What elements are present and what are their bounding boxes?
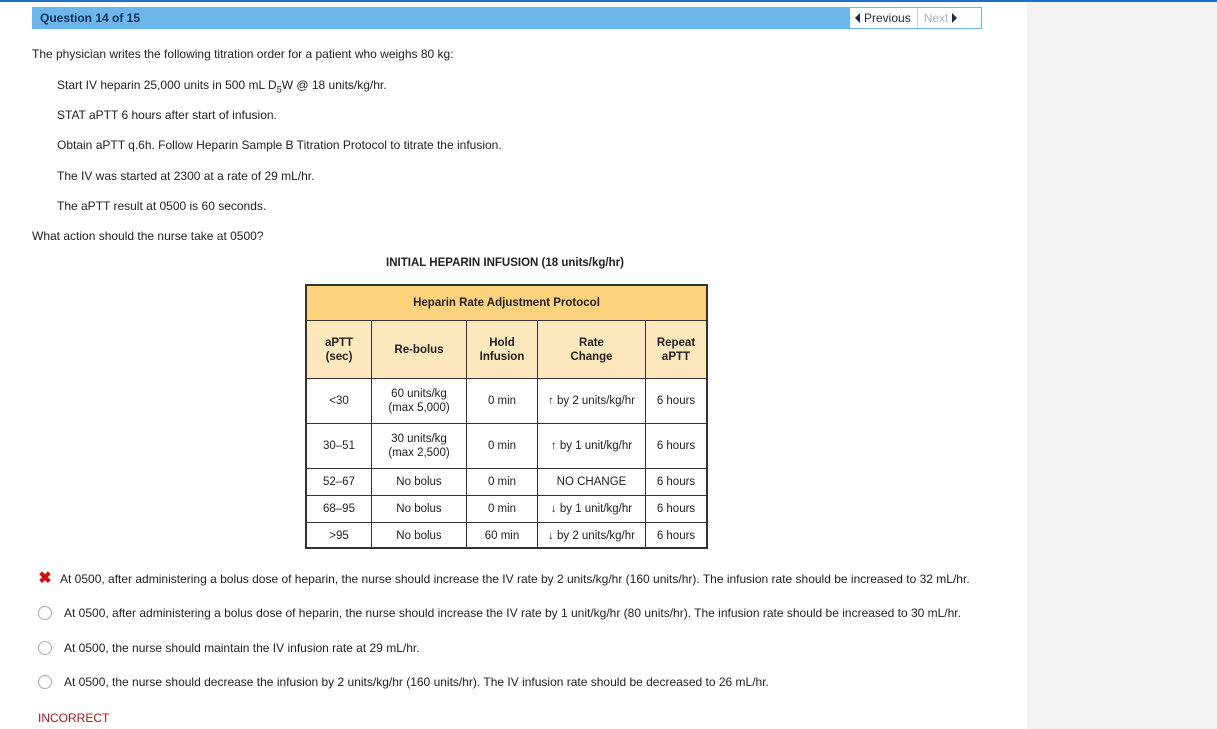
order-line-1-sub: 5	[276, 84, 282, 95]
choice-text: At 0500, after administering a bolus dose of heparin, the nurse should increase the IV rate by 2 units/kg/hr (160 units/hr). The infusion rate should be increased to 32 mL/hr.	[60, 572, 970, 586]
table-cell: No bolus	[396, 476, 442, 488]
heparin-protocol-table	[305, 284, 708, 549]
radio-button-icon[interactable]	[38, 675, 52, 689]
header-rebolus: Re-bolus	[394, 343, 444, 356]
table-cell: ↓ by 2 units/kg/hr	[548, 530, 635, 542]
table-cell: <30	[329, 395, 349, 407]
table-cell: 68–95	[323, 503, 355, 515]
triangle-left-icon	[855, 13, 860, 23]
table-cell: 6 hours	[656, 530, 696, 542]
right-side-panel	[1027, 2, 1217, 729]
next-button[interactable]	[918, 8, 964, 28]
table-divider	[307, 423, 706, 424]
table-cell: NO CHANGE	[556, 476, 627, 488]
table-cell: 6 hours	[656, 476, 696, 488]
radio-button-icon[interactable]	[38, 606, 52, 620]
header-rate-change: Rate Change	[570, 336, 613, 363]
table-cell: 30 units/kg (max 2,500)	[388, 433, 450, 459]
choice-option-4[interactable]	[38, 675, 769, 689]
choice-text: At 0500, after administering a bolus dose of heparin, the nurse should increase the IV rate by 1 unit/kg/hr (80 units/hr). The infusion rate should be increased to 30 mL/hr.	[64, 606, 961, 620]
order-line-3: Obtain aPTT q.6h. Follow Heparin Sample B Titration Protocol to titrate the infusion.	[57, 138, 502, 152]
header-hold-infusion: Hold Infusion	[479, 336, 525, 363]
previous-label: Previous	[864, 11, 911, 25]
table-cell: 6 hours	[656, 440, 696, 452]
table-cell: 0 min	[487, 440, 517, 452]
result-label: INCORRECT	[38, 711, 110, 725]
table-cell: 0 min	[487, 476, 517, 488]
header-repeat-aptt: Repeat aPTT	[656, 336, 696, 363]
order-line-1-post: W @ 18 units/kg/hr.	[281, 78, 387, 92]
table-cell: 60 min	[484, 530, 520, 542]
table-cell: 60 units/kg (max 5,000)	[388, 388, 450, 414]
table-cell: >95	[329, 530, 349, 542]
question-text: What action should the nurse take at 0500?	[32, 229, 264, 243]
triangle-right-icon	[952, 13, 957, 23]
table-divider	[371, 321, 372, 549]
radio-button-icon[interactable]	[38, 641, 52, 655]
table-cell: No bolus	[396, 530, 442, 542]
table-cell: 6 hours	[656, 503, 696, 515]
choice-text: At 0500, the nurse should decrease the infusion by 2 units/kg/hr (160 units/hr). The IV infusion rate should be decreased to 26 mL/hr.	[64, 675, 769, 689]
choice-option-1[interactable]	[38, 572, 970, 586]
order-line-4: The IV was started at 2300 at a rate of 29 mL/hr.	[57, 169, 315, 183]
table-cell: ↓ by 1 unit/kg/hr	[550, 503, 633, 515]
table-divider	[307, 468, 706, 469]
previous-button[interactable]	[850, 8, 918, 28]
table-cell: 52–67	[323, 476, 355, 488]
table-divider	[537, 321, 538, 549]
stem-intro: The physician writes the following titration order for a patient who weighs 80 kg:	[32, 47, 454, 61]
question-header-bar	[32, 7, 982, 29]
table-divider	[645, 321, 646, 549]
choice-option-2[interactable]	[38, 606, 961, 620]
table-divider	[307, 522, 706, 523]
x-mark-icon: ✖	[38, 570, 52, 587]
table-cell: 0 min	[487, 395, 517, 407]
choice-text: At 0500, the nurse should maintain the IV infusion rate at 29 mL/hr.	[64, 641, 420, 655]
table-cell: No bolus	[396, 503, 442, 515]
question-counter: Question 14 of 15	[40, 11, 141, 25]
table-cell: ↑ by 1 unit/kg/hr	[550, 440, 633, 452]
header-aptt: aPTT (sec)	[324, 336, 354, 363]
table-title: Heparin Rate Adjustment Protocol	[307, 286, 706, 321]
table-cell: 30–51	[323, 440, 355, 452]
order-line-1-pre: Start IV heparin 25,000 units in 500 mL D	[57, 78, 277, 92]
choice-option-3[interactable]	[38, 641, 420, 655]
table-caption: INITIAL HEPARIN INFUSION (18 units/kg/hr)	[386, 257, 624, 269]
table-divider	[466, 321, 467, 549]
question-navigation	[849, 7, 982, 29]
order-line-2: STAT aPTT 6 hours after start of infusion.	[57, 108, 277, 122]
next-label: Next	[923, 11, 949, 25]
table-cell: 0 min	[487, 503, 517, 515]
table-divider	[307, 495, 706, 496]
table-cell: ↑ by 2 units/kg/hr	[548, 395, 635, 407]
order-line-5: The aPTT result at 0500 is 60 seconds.	[57, 199, 267, 213]
order-line-1	[57, 78, 387, 94]
table-cell: 6 hours	[656, 395, 696, 407]
